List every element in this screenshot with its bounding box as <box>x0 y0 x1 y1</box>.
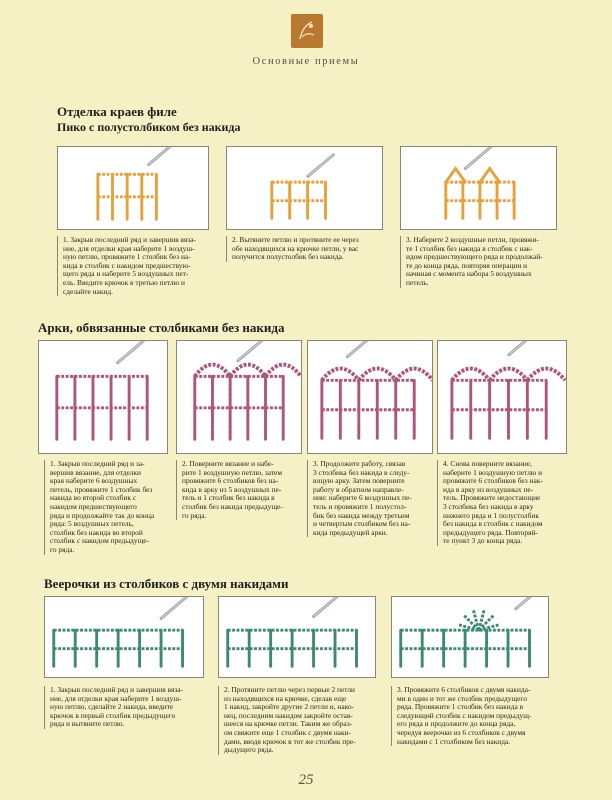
section-subtitle-picot: Пико с полустолбиком без накида <box>57 120 241 134</box>
step-image-1-2 <box>226 146 383 230</box>
step-caption-2-2: 2. Поверните вязание и набе- рите 1 воздушную петлю, затем провяжите 6 столбиков без на- кида в арку из 5 воздушных пе- тель и 1 столбик без накида в столбик без накида предыдуще- го ряда. <box>176 460 304 520</box>
step-image-3-3 <box>391 596 549 678</box>
section-title-arches: Арки, обвязанные столбиками без накида <box>38 320 285 335</box>
section-title-fans: Веерочки из столбиков с двумя накидами <box>44 576 289 591</box>
step-image-2-4 <box>437 340 567 454</box>
step-image-3-1 <box>44 596 204 678</box>
section-title-filet-edging: Отделка краев филе <box>57 104 177 119</box>
step-image-2-2 <box>176 340 302 454</box>
step-caption-3-3: 3. Провяжите 6 столбиков с двумя накида- ми в один и тот же столбик предыдущего ряда. Провяжите 1 столбик без накида в следующий столбик с накидом предыдущ- его ряда и продолжите до конца ряда, чередуя веерочки из 6 столбиков с двумя накидами с 1 столбиком без накида. <box>391 686 557 746</box>
page-number: 25 <box>298 772 314 788</box>
step-caption-2-3: 3. Продолжите работу, связав 3 столбика без накида в следу- ющую арку. Затем поверните работу в обратном направле- нии: наберите 6 воздушных пе- тель и провяжите 1 полустол- бик без накида между третьим и четвертым столбиком без на- кида предыдущей арки. <box>307 460 435 537</box>
step-image-2-1 <box>38 340 168 454</box>
step-caption-2-1: 1. Закрыв последний ряд и за- вершив вязание, для отделки края наберите 6 воздушных петель, провяжите 1 столбик без накида во второй столбик с накидом предшествующего ряда и продолжайте так до конца ряда: 5 воздушных петель, столбик без накида во второй столбик с накидом предыдуще- го ряда. <box>44 460 170 555</box>
chapter-logo-icon <box>291 14 323 48</box>
step-image-3-2 <box>218 596 376 678</box>
step-caption-3-2: 2. Протяните петлю через первые 2 петли из находящихся на крючке, сделав еще 1 накид, закройте другие 2 петли и, нако- нец, последним накидом закройте остав- шееся на крючке петли. Таким же образ- ом свяжите еще 1 столбик с двумя наки- дами, вводя крючок в тот же столбик пре- дыдущего ряда. <box>218 686 382 755</box>
step-caption-1-3: 3. Наберите 2 воздушные петли, провяжи- те 1 столбик без накида в столбик с нак- идом предшествующего ряда и продолжай- те до конца ряда, повторяя операции и начиная с момента набора 5 воздушных петель. <box>400 236 561 288</box>
step-caption-1-1: 1. Закрыв последний ряд и завершив вяза- ние, для отделки края наберите 1 воздуш- ную петлю, провяжите 1 столбик без на- кида в столбик с накидом предшествую- щего ряда и наберите 5 воздушных пет- ель. Введите крючок в третью петлю и сделайте накид. <box>57 236 213 296</box>
step-caption-1-2: 2. Вытяните петлю и протяните ее через обе находящихся на крючке петли, у вас получится полустолбик без накида. <box>226 236 387 262</box>
step-image-2-3 <box>307 340 433 454</box>
step-image-1-1 <box>57 146 209 230</box>
step-caption-2-4: 4. Снова поверните вязание, наберите 1 воздушную петлю и провяжите 6 столбиков без нак- ида в арку из воздушных пе- тель. Провяжите недостающие 3 столбика без накида в арку нижнего ряда и 1 полустолбик без накида в столбик с накидом предыдущего ряда. Повторяй- те пункт 3 до конца ряда. <box>437 460 567 546</box>
running-head: Основные приемы <box>252 56 360 67</box>
step-caption-3-1: 1. Закрыв последний ряд и завершив вяза- ние, для отделки края наберите 1 воздуш- ную петлю, сделайте 2 накида, введите крючок в первый столбик предыдущего ряда и вытяните петлю. <box>44 686 210 729</box>
step-image-1-3 <box>400 146 557 230</box>
